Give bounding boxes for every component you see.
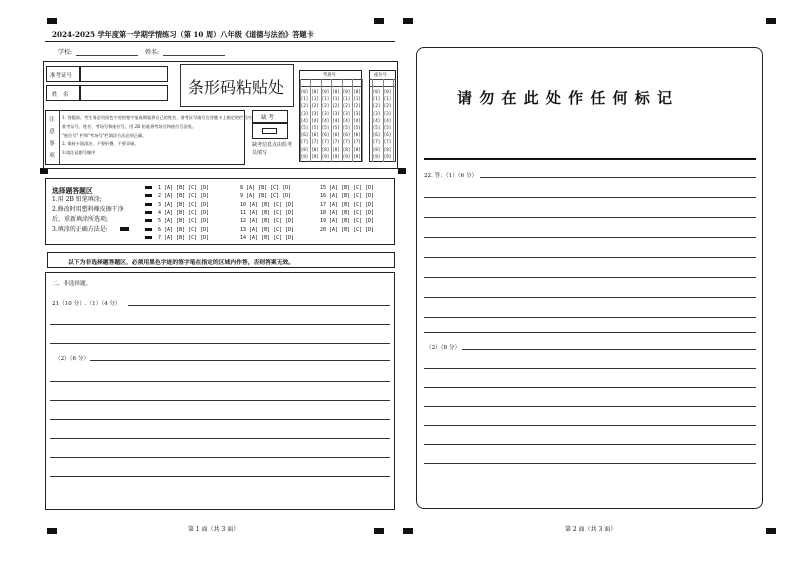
- grid-divider: [372, 79, 373, 162]
- grid-divider: [321, 79, 322, 162]
- digit-bubble[interactable]: [5]: [372, 125, 381, 131]
- page-title: 2024-2025 学年度第一学期学情练习（第 10 周）八年级《道德与法治》答题卡: [52, 30, 314, 39]
- answer-line[interactable]: [424, 368, 756, 369]
- digit-bubble[interactable]: [7]: [321, 139, 330, 145]
- answer-line[interactable]: [424, 444, 756, 445]
- grid-divider: [300, 79, 301, 162]
- digit-bubble[interactable]: [9]: [321, 153, 330, 159]
- choice-question[interactable]: 16 [A] [B] [C] [D]: [320, 193, 375, 200]
- position-mark: [374, 18, 384, 24]
- answer-line[interactable]: [50, 381, 390, 382]
- absent-label-cell: [252, 110, 288, 123]
- answer-line[interactable]: [424, 463, 756, 464]
- digit-bubble[interactable]: [4]: [311, 117, 319, 123]
- answer-line[interactable]: [50, 476, 390, 477]
- title-underline: [45, 41, 395, 42]
- warning-text: 以下为非选择题答题区，必须用黑色字迹的签字笔在指定的区域内作答，否则答案无效。: [68, 260, 295, 266]
- answer-line[interactable]: [50, 324, 390, 325]
- row-mark: [145, 219, 152, 222]
- digit-bubble[interactable]: [9]: [332, 153, 340, 159]
- position-mark: [766, 528, 776, 534]
- choice-question[interactable]: 13 [A] [B] [C] [D]: [240, 226, 295, 233]
- choice-question[interactable]: 8 [A] [B] [C] [D]: [240, 185, 292, 191]
- digit-bubble[interactable]: [7]: [311, 139, 319, 145]
- notice-line: "座位号" 栏和"考场号"栏填涂方法必须正确。: [62, 132, 147, 138]
- grid-divider: [331, 79, 332, 162]
- digit-bubble[interactable]: [4]: [372, 117, 381, 123]
- digit-bubble[interactable]: [8]: [353, 146, 361, 152]
- digit-bubble[interactable]: [0]: [372, 89, 381, 94]
- exam-room-label: 考场号: [323, 73, 336, 78]
- grid-divider: [393, 79, 394, 162]
- grid-divider: [383, 79, 384, 162]
- exam-room-digit-column: [353, 88, 362, 160]
- answer-line[interactable]: [424, 297, 756, 298]
- q22-2-label: （2）（8 分）: [426, 345, 461, 351]
- answer-area-left: [45, 272, 395, 510]
- student-name-field[interactable]: [163, 55, 225, 56]
- absent-checkbox[interactable]: [262, 128, 277, 134]
- answer-line[interactable]: [50, 343, 390, 344]
- digit-bubble[interactable]: [9]: [300, 153, 309, 159]
- section-label: 二、非选择题。: [52, 281, 92, 287]
- answer-line[interactable]: [424, 257, 756, 258]
- digit-bubble[interactable]: [5]: [321, 125, 330, 131]
- answer-line[interactable]: [50, 457, 390, 458]
- grid-divider: [342, 79, 343, 162]
- notice-line: 1. 答题前，考生务必用黑色字迹的签字笔或钢笔将自己的姓名、准考证号填写在答题卡上指定的栏目内，: [62, 115, 256, 120]
- instruction-line: 后，重新填涂所选项;: [52, 216, 109, 223]
- digit-bubble[interactable]: [7]: [332, 139, 340, 145]
- position-mark: [403, 18, 413, 24]
- digit-bubble[interactable]: [0]: [332, 89, 340, 94]
- digit-bubble[interactable]: [5]: [383, 125, 392, 131]
- choice-question[interactable]: 18 [A] [B] [C] [D]: [320, 209, 375, 216]
- row-mark: [145, 236, 152, 239]
- digit-bubble[interactable]: [0]: [300, 89, 309, 94]
- digit-bubble[interactable]: [1]: [353, 96, 361, 102]
- digit-bubble[interactable]: [1]: [300, 96, 309, 102]
- row-mark: [145, 211, 152, 214]
- answer-line[interactable]: [462, 349, 756, 350]
- choice-question[interactable]: 1 [A] [B] [C] [D]: [158, 185, 210, 191]
- digit-bubble[interactable]: [1]: [321, 96, 330, 102]
- digit-bubble[interactable]: [5]: [353, 125, 361, 131]
- exam-room-digit-column: [311, 88, 320, 160]
- exam-no-field[interactable]: [80, 66, 168, 82]
- digit-bubble[interactable]: [8]: [372, 146, 381, 152]
- digit-bubble[interactable]: [3]: [300, 110, 309, 116]
- grid-divider: [352, 79, 353, 162]
- barcode-text: 条形码粘贴处: [188, 78, 285, 97]
- digit-bubble[interactable]: [4]: [342, 117, 351, 123]
- position-mark: [47, 18, 57, 24]
- digit-bubble[interactable]: [2]: [300, 103, 309, 109]
- digit-bubble[interactable]: [9]: [342, 153, 351, 159]
- seat-digit-column: [383, 88, 392, 160]
- digit-bubble[interactable]: [4]: [383, 117, 392, 123]
- digit-bubble[interactable]: [7]: [342, 139, 351, 145]
- grid-divider: [362, 79, 363, 162]
- page1-footer: 第 1 面（共 3 面）: [188, 526, 240, 533]
- position-mark: [374, 528, 384, 534]
- page2-footer: 第 2 面（共 3 面）: [565, 526, 617, 533]
- digit-bubble[interactable]: [8]: [321, 146, 330, 152]
- notice-lines: [62, 114, 256, 158]
- digit-bubble[interactable]: [1]: [332, 96, 340, 102]
- answer-line[interactable]: [424, 237, 756, 238]
- digit-bubble[interactable]: [6]: [383, 132, 392, 138]
- choice-question[interactable]: 19 [A] [B] [C] [D]: [320, 218, 375, 225]
- digit-bubble[interactable]: [4]: [300, 117, 309, 123]
- row-mark: [145, 203, 152, 206]
- digit-bubble[interactable]: [6]: [300, 132, 309, 138]
- digit-bubble[interactable]: [3]: [383, 110, 392, 116]
- digit-bubble[interactable]: [6]: [353, 132, 361, 138]
- exam-room-digit-column: [332, 88, 341, 160]
- name-label: 姓 名: [52, 92, 69, 98]
- digit-bubble[interactable]: [1]: [342, 96, 351, 102]
- digit-bubble[interactable]: [5]: [300, 125, 309, 131]
- digit-bubble[interactable]: [3]: [342, 110, 351, 116]
- choice-question[interactable]: 15 [A] [B] [C] [D]: [320, 185, 375, 191]
- digit-bubble[interactable]: [7]: [372, 139, 381, 145]
- digit-bubble[interactable]: [3]: [353, 110, 361, 116]
- digit-bubble[interactable]: [4]: [353, 117, 361, 123]
- school-label: 学校:: [58, 49, 73, 56]
- digit-bubble[interactable]: [0]: [383, 89, 392, 94]
- digit-bubble[interactable]: [5]: [311, 125, 319, 131]
- position-mark: [766, 18, 776, 24]
- digit-bubble[interactable]: [3]: [332, 110, 340, 116]
- choice-instructions: [52, 195, 124, 235]
- answer-line[interactable]: [50, 400, 390, 401]
- right-divider: [424, 158, 756, 160]
- digit-bubble[interactable]: [9]: [383, 153, 392, 159]
- warning-box: [47, 252, 395, 268]
- digit-bubble[interactable]: [0]: [353, 89, 361, 94]
- digit-bubble[interactable]: [6]: [321, 132, 330, 138]
- row-mark: [145, 194, 152, 197]
- choice-question[interactable]: 20 [A] [B] [C] [D]: [320, 226, 375, 233]
- exam-no-label-cell: [46, 66, 80, 82]
- choice-question[interactable]: 9 [A] [B] [C] [D]: [240, 193, 292, 200]
- exam-room-digit-column: [300, 88, 309, 160]
- student-name-label: 姓名:: [145, 49, 160, 56]
- digit-bubble[interactable]: [4]: [321, 117, 330, 123]
- choice-question[interactable]: 14 [A] [B] [C] [D]: [240, 234, 295, 241]
- answer-line[interactable]: [424, 387, 756, 388]
- digit-bubble[interactable]: [5]: [342, 125, 351, 131]
- exam-no-label: 准考证号: [50, 73, 73, 79]
- digit-bubble[interactable]: [6]: [311, 132, 319, 138]
- digit-bubble[interactable]: [8]: [311, 146, 319, 152]
- digit-bubble[interactable]: [5]: [332, 125, 340, 131]
- position-mark: [398, 168, 406, 174]
- answer-line[interactable]: [424, 332, 756, 333]
- position-mark: [403, 528, 413, 534]
- choice-question[interactable]: 7 [A] [B] [C] [D]: [158, 234, 210, 241]
- answer-line[interactable]: [50, 438, 390, 439]
- school-field[interactable]: [76, 55, 138, 56]
- exam-room-digit-column: [342, 88, 351, 160]
- instruction-line: 2.修改时用塑料橡皮擦干净: [52, 206, 124, 213]
- seat-label: 座位号: [374, 73, 387, 78]
- answer-line[interactable]: [480, 177, 756, 178]
- digit-bubble[interactable]: [8]: [332, 146, 340, 152]
- digit-bubble[interactable]: [2]: [342, 103, 351, 109]
- right-page-frame: [416, 47, 763, 509]
- answer-line[interactable]: [424, 425, 756, 426]
- notice-line: 准考证号、姓名、考场号和座位号，用 2B 铅笔将考场号和座位号涂黑。: [62, 123, 197, 129]
- choice-question[interactable]: 6 [A] [B] [C] [D]: [158, 226, 210, 233]
- digit-bubble[interactable]: [1]: [311, 96, 319, 102]
- notice-line: 3.请注意题号顺序: [62, 150, 96, 156]
- name-field[interactable]: [80, 85, 168, 101]
- digit-bubble[interactable]: [1]: [372, 96, 381, 102]
- digit-bubble[interactable]: [2]: [311, 103, 319, 109]
- choice-question[interactable]: 10 [A] [B] [C] [D]: [240, 201, 295, 208]
- digit-bubble[interactable]: [9]: [311, 153, 319, 159]
- choice-question[interactable]: 17 [A] [B] [C] [D]: [320, 201, 375, 208]
- choice-question[interactable]: 11 [A] [B] [C] [D]: [240, 209, 295, 216]
- digit-bubble[interactable]: [8]: [342, 146, 351, 152]
- exam-room-digit-column: [321, 88, 330, 160]
- digit-bubble[interactable]: [7]: [383, 139, 392, 145]
- position-mark: [47, 528, 57, 534]
- digit-bubble[interactable]: [2]: [353, 103, 361, 109]
- choice-question[interactable]: 2 [A] [B] [C] [D]: [158, 193, 210, 200]
- digit-bubble[interactable]: [4]: [332, 117, 340, 123]
- answer-line[interactable]: [50, 419, 390, 420]
- digit-bubble[interactable]: [9]: [353, 153, 361, 159]
- digit-bubble[interactable]: [9]: [372, 153, 381, 159]
- seat-digit-column: [372, 88, 381, 160]
- answer-line[interactable]: [424, 317, 756, 318]
- answer-line[interactable]: [128, 305, 390, 306]
- choice-question[interactable]: 4 [A] [B] [C] [D]: [158, 209, 210, 216]
- instruction-line: 1.用 2B 铅笔填涂;: [52, 196, 102, 203]
- answer-line[interactable]: [424, 197, 756, 198]
- digit-bubble[interactable]: [7]: [353, 139, 361, 145]
- digit-bubble[interactable]: [3]: [321, 110, 330, 116]
- digit-bubble[interactable]: [8]: [300, 146, 309, 152]
- digit-bubble[interactable]: [0]: [321, 89, 330, 94]
- digit-bubble[interactable]: [2]: [332, 103, 340, 109]
- grid-divider: [310, 79, 311, 162]
- q21-2-label: （2）（6 分）: [55, 356, 90, 362]
- digit-bubble[interactable]: [2]: [372, 103, 381, 109]
- answer-line[interactable]: [424, 277, 756, 278]
- choice-question[interactable]: 3 [A] [B] [C] [D]: [158, 201, 210, 208]
- name-label-cell: [46, 85, 80, 101]
- answer-line[interactable]: [424, 217, 756, 218]
- digit-bubble[interactable]: [2]: [321, 103, 330, 109]
- answer-line[interactable]: [424, 406, 756, 407]
- digit-bubble[interactable]: [2]: [383, 103, 392, 109]
- notice-divider: [59, 110, 60, 165]
- answer-line[interactable]: [90, 360, 390, 361]
- digit-bubble[interactable]: [8]: [383, 146, 392, 152]
- instruction-line: 3.填涂的正确方法是:: [52, 226, 108, 233]
- q21-label: 21（10 分）.（1）（4 分）: [52, 301, 121, 307]
- notice-label: 注意事项: [49, 117, 55, 159]
- choice-question[interactable]: 12 [A] [B] [C] [D]: [240, 218, 295, 225]
- q22-label: 22. 答：（1）（6 分）: [424, 173, 478, 179]
- digit-bubble[interactable]: [3]: [311, 110, 319, 116]
- absent-note: 缺考信息点由监考员填写: [252, 142, 293, 156]
- fill-example: [120, 227, 129, 231]
- choice-title: 选择题答题区: [52, 187, 93, 195]
- digit-bubble[interactable]: [3]: [372, 110, 381, 116]
- notice-line: 2. 保持卡面清洁，不要折叠、不要弄破。: [62, 141, 139, 147]
- choice-question[interactable]: 5 [A] [B] [C] [D]: [158, 218, 210, 225]
- row-mark: [145, 228, 152, 231]
- row-mark: [145, 186, 152, 189]
- do-not-mark: 请 勿 在 此 处 作 任 何 标 记: [457, 89, 674, 107]
- digit-bubble[interactable]: [1]: [383, 96, 392, 102]
- digit-bubble[interactable]: [0]: [311, 89, 319, 94]
- digit-bubble[interactable]: [6]: [342, 132, 351, 138]
- digit-bubble[interactable]: [6]: [332, 132, 340, 138]
- digit-bubble[interactable]: [6]: [372, 132, 381, 138]
- absent-label: 缺 考: [261, 115, 274, 121]
- digit-bubble[interactable]: [0]: [342, 89, 351, 94]
- digit-bubble[interactable]: [7]: [300, 139, 309, 145]
- barcode-area: [180, 64, 294, 107]
